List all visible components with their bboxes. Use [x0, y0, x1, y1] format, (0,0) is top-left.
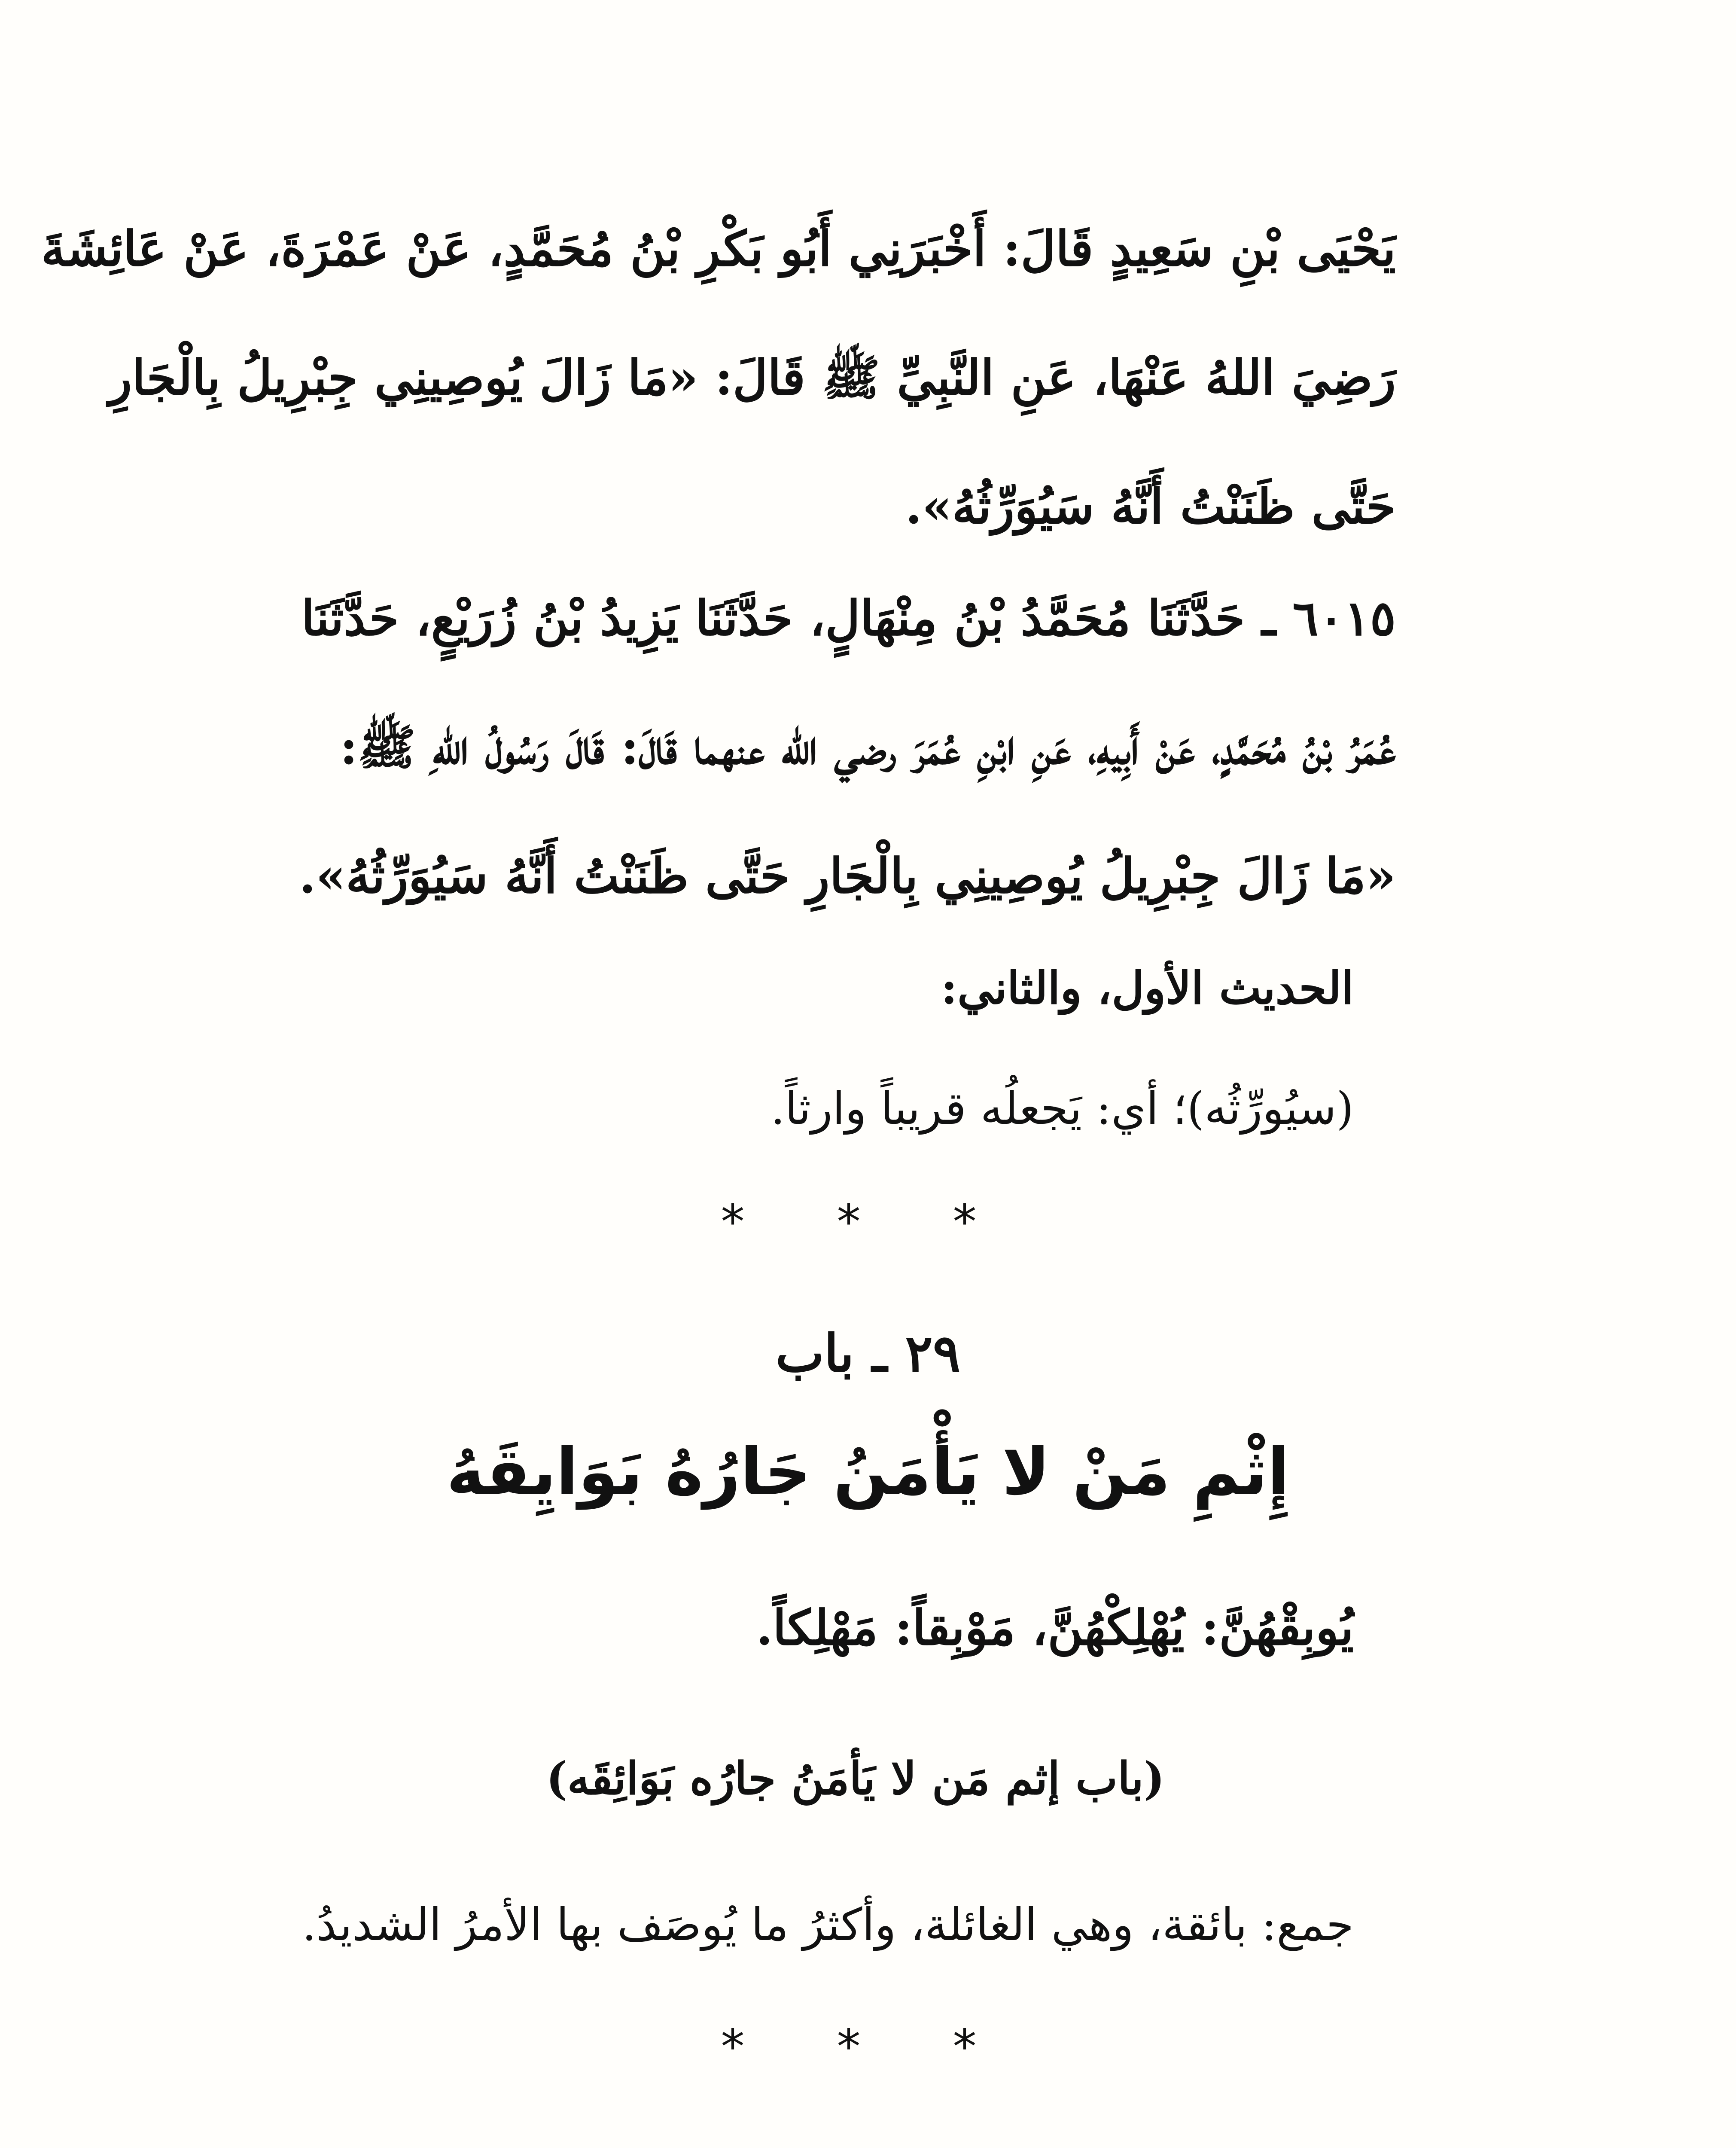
commentary-heading: الحديث الأول، والثاني:: [941, 961, 1354, 1014]
hadith-6016: [202, 2131, 1396, 2148]
hadith-line: حَتَّى ظَنَنْتُ أَنَّهُ سَيُوَرِّثُهُ».: [905, 479, 1396, 535]
commentary-2: [134, 1718, 1165, 1839]
gloss-text: يُوبِقْهُنَّ: يُهْلِكْهُنَّ، مَوْبِقاً: مَهْلِكاً.: [756, 1600, 1354, 1656]
separator-stars: * * *: [721, 2019, 1015, 2074]
chapter-title: إِثْمِ مَنْ لا يَأْمَنُ جَارُهُ بَوَايِقَهُ: [446, 1435, 1290, 1510]
hadith-line: عُمَرُ بْنُ مُحَمَّدٍ، عَنْ أَبِيهِ، عَنِ ابْنِ عُمَرَ رضي الله عنهما قَالَ: قَالَ رَسُولُ اللهِ ﷺ:: [340, 719, 1396, 775]
hadith-continuation: [41, 185, 1396, 571]
hadith-6015: [202, 554, 1396, 941]
commentary-1: [323, 928, 1354, 1169]
hadith-line: [202, 2131, 1396, 2148]
commentary-heading: (باب إثم مَن لا يَأمَنُ جارُه بَوَائِقَه): [546, 1752, 1165, 1805]
hadith-line: يَحْيَى بْنِ سَعِيدٍ قَالَ: أَخْبَرَنِي أَبُو بَكْرِ بْنُ مُحَمَّدٍ، عَنْ عَمْرَةَ، عَنْ عَائِشَةَ: [41, 221, 1396, 277]
separator-stars: * * *: [721, 1194, 1015, 1249]
chapter-gloss: [151, 1568, 1354, 1688]
hadith-line: ٦٠١٥ ـ حَدَّثَنَا مُحَمَّدُ بْنُ مِنْهَالٍ، حَدَّثَنَا يَزِيدُ بْنُ زُرَيْعٍ، حَدَّثَنَا: [301, 590, 1396, 647]
commentary-text: جمع: بائقة، وهي الغائلة، وأكثرُ ما يُوصَف بها الأمرُ الشديدُ.: [302, 1898, 1354, 1951]
hadith-line: رَضِيَ اللهُ عَنْهَا، عَنِ النَّبِيِّ ﷺ قَالَ: «مَا زَالَ يُوصِينِي جِبْرِيلُ بِالْجَارِ: [109, 350, 1396, 406]
commentary-2-body: [151, 1864, 1354, 1985]
commentary-text: (سيُورِّثُه)؛ أي: يَجعلُه قريباً وارثاً.: [771, 1082, 1354, 1135]
hadith-line: «مَا زَالَ جِبْرِيلُ يُوصِينِي بِالْجَارِ حَتَّى ظَنَنْتُ أَنَّهُ سَيُوَرِّثُهُ».: [299, 848, 1396, 904]
chapter-number: ٢٩ ـ باب: [775, 1323, 961, 1384]
